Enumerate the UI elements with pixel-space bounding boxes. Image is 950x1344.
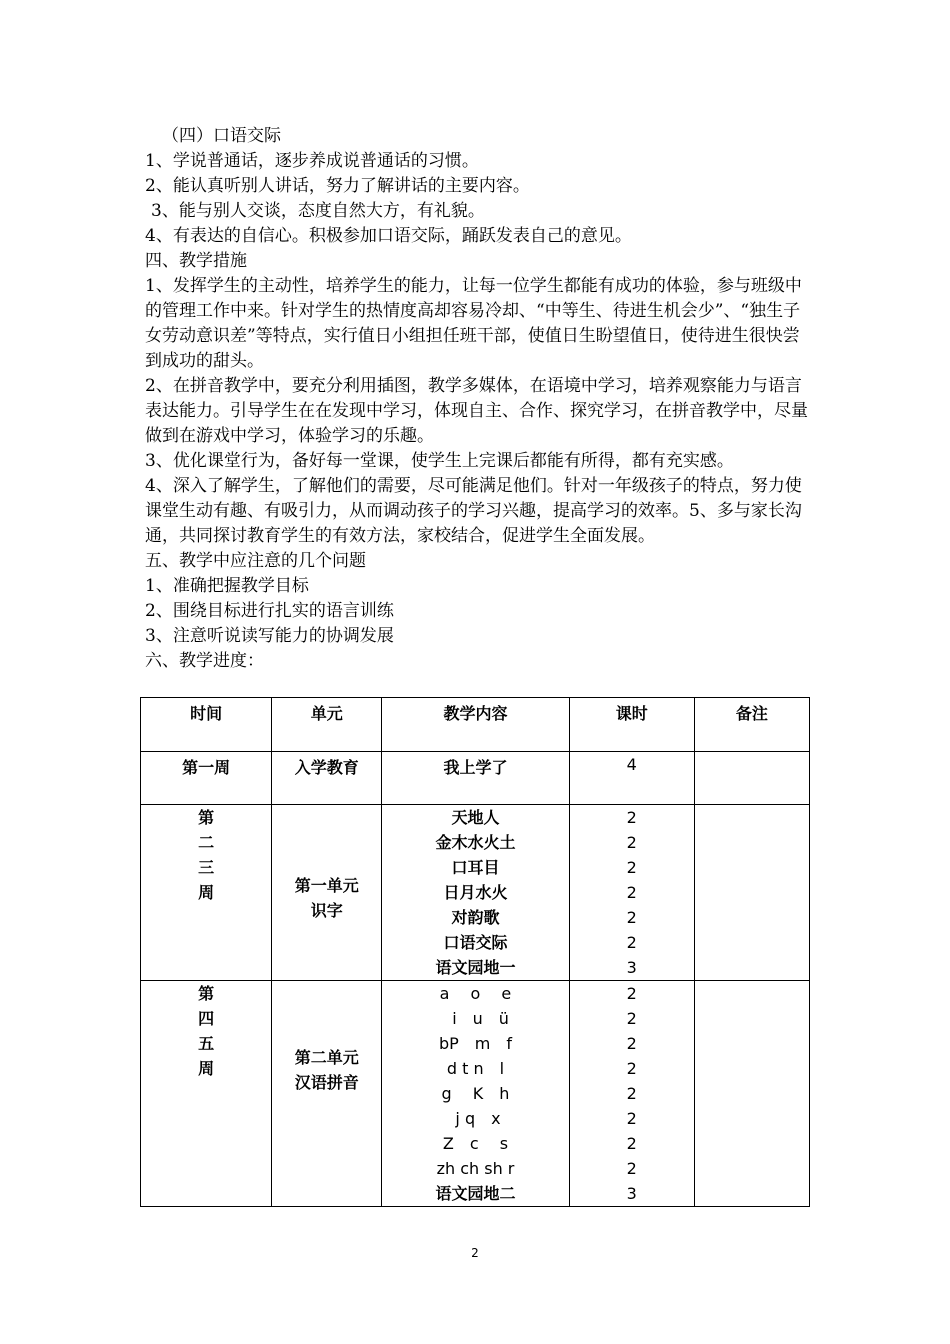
- hours-value: 2: [626, 808, 637, 827]
- time-char: 周: [198, 883, 215, 902]
- cell-unit: 入学教育: [272, 752, 382, 805]
- unit-line: 识字: [310, 901, 343, 920]
- lesson-item: 日月水火: [443, 883, 508, 902]
- cell-time: [141, 805, 272, 981]
- lesson-item: 语文园地一: [435, 958, 516, 977]
- measures-paragraph: 1、发挥学生的主动性，培养学生的能力，让每一位学生都能有成功的体验，参与班级中的管理工作中来。针对学生的热情度高却容易冷却、“中等生、待进生机会少”、“独生子女劳动意识差”等特点，实行值日小组担任班干部，使值日生盼望值日，使待进生很快尝到成功的甜头。: [145, 276, 802, 371]
- lesson-item: Z c s: [442, 1134, 509, 1153]
- time-char: 四: [198, 1009, 215, 1028]
- unit-line: 第二单元: [294, 1048, 359, 1067]
- cell-notes: [694, 752, 809, 805]
- lesson-item: 对韵歌: [451, 908, 500, 927]
- hours-value: 2: [626, 1159, 637, 1178]
- cell-unit: [272, 805, 382, 981]
- hours-value: 2: [626, 1084, 637, 1103]
- hours-value: 2: [626, 1134, 637, 1153]
- oral-heading: （四）口语交际: [162, 126, 281, 146]
- hours-value: 2: [626, 1009, 637, 1028]
- table-header-row: [141, 698, 810, 752]
- table-row: [141, 805, 810, 981]
- hours-value: 3: [626, 958, 637, 977]
- oral-item: 3、能与别人交谈，态度自然大方，有礼貌。: [151, 201, 485, 221]
- header-unit: 单元: [272, 698, 382, 752]
- time-char: 第: [198, 984, 215, 1003]
- hours-value: 2: [626, 858, 637, 877]
- header-notes: 备注: [694, 698, 809, 752]
- lesson-item: j q x: [450, 1109, 501, 1128]
- measures-heading: 四、教学措施: [145, 251, 247, 271]
- measures-paragraph: 4、深入了解学生，了解他们的需要，尽可能满足他们。针对一年级孩子的特点，努力使课堂生动有趣、有吸引力，从而调动孩子的学习兴趣，提高学习的效率。5、多与家长沟通，共同探讨教育学生的有效方法，家校结合，促进学生全面发展。: [145, 476, 802, 546]
- schedule-table: [140, 697, 810, 1207]
- cell-content: [382, 981, 569, 1207]
- issues-heading: 五、教学中应注意的几个问题: [145, 551, 366, 571]
- time-char: 二: [198, 833, 215, 852]
- lesson-item: 金木水火土: [435, 833, 516, 852]
- issues-item: 1、准确把握教学目标: [145, 576, 309, 596]
- unit-line: 汉语拼音: [294, 1073, 359, 1092]
- measures-paragraph: 2、在拼音教学中，要充分利用插图，教学多媒体，在语境中学习，培养观察能力与语言表达能力。引导学生在在发现中学习，体现自主、合作、探究学习，在拼音教学中，尽量做到在游戏中学习，体验学习的乐趣。: [145, 376, 808, 446]
- cell-content: 我上学了: [382, 752, 569, 805]
- lesson-item: i u ü: [442, 1009, 509, 1028]
- lesson-item: zh ch sh r: [436, 1159, 515, 1178]
- lesson-item: g K h: [441, 1084, 510, 1103]
- time-char: 三: [198, 858, 215, 877]
- lesson-item: 语文园地二: [435, 1184, 516, 1203]
- cell-hours: [569, 981, 694, 1207]
- schedule-heading: 六、教学进度：: [145, 651, 264, 671]
- time-char: 周: [198, 1059, 215, 1078]
- hours-value: 2: [626, 1109, 637, 1128]
- issues-item: 2、围绕目标进行扎实的语言训练: [145, 601, 394, 621]
- page-number: 2: [471, 1246, 479, 1260]
- issues-item: 3、注意听说读写能力的协调发展: [145, 626, 394, 646]
- hours-value: 2: [626, 908, 637, 927]
- cell-notes: [694, 981, 809, 1207]
- table-row: [141, 752, 810, 805]
- time-char: 第: [198, 808, 215, 827]
- cell-hours: 4: [569, 752, 694, 805]
- cell-notes: [694, 805, 809, 981]
- header-time: 时间: [141, 698, 272, 752]
- cell-content: [382, 805, 569, 981]
- hours-value: 3: [626, 1184, 637, 1203]
- oral-item: 4、有表达的自信心。积极参加口语交际，踊跃发表自己的意见。: [145, 226, 632, 246]
- hours-value: 2: [626, 1034, 637, 1053]
- lesson-item: d t n l: [446, 1059, 505, 1078]
- cell-time: 第一周: [141, 752, 272, 805]
- oral-item: 2、能认真听别人讲话，努力了解讲话的主要内容。: [145, 176, 530, 196]
- lesson-item: a o e: [439, 984, 512, 1003]
- hours-value: 2: [626, 833, 637, 852]
- hours-value: 2: [626, 984, 637, 1003]
- cell-unit: [272, 981, 382, 1207]
- measures-paragraph: 3、优化课堂行为，备好每一堂课，使学生上完课后都能有所得，都有充实感。: [145, 451, 734, 471]
- hours-value: 2: [626, 1059, 637, 1078]
- body-text: [145, 124, 815, 674]
- cell-hours: [569, 805, 694, 981]
- unit-line: 第一单元: [294, 876, 359, 895]
- header-content: 教学内容: [382, 698, 569, 752]
- cell-time: [141, 981, 272, 1207]
- header-hours: 课时: [569, 698, 694, 752]
- time-char: 五: [198, 1034, 215, 1053]
- lesson-item: 口耳目: [451, 858, 500, 877]
- lesson-item: bP m f: [438, 1034, 512, 1053]
- hours-value: 2: [626, 933, 637, 952]
- lesson-item: 口语交际: [443, 933, 508, 952]
- oral-item: 1、学说普通话，逐步养成说普通话的习惯。: [145, 151, 479, 171]
- table-row: [141, 981, 810, 1207]
- hours-value: 2: [626, 883, 637, 902]
- lesson-item: 天地人: [451, 808, 500, 827]
